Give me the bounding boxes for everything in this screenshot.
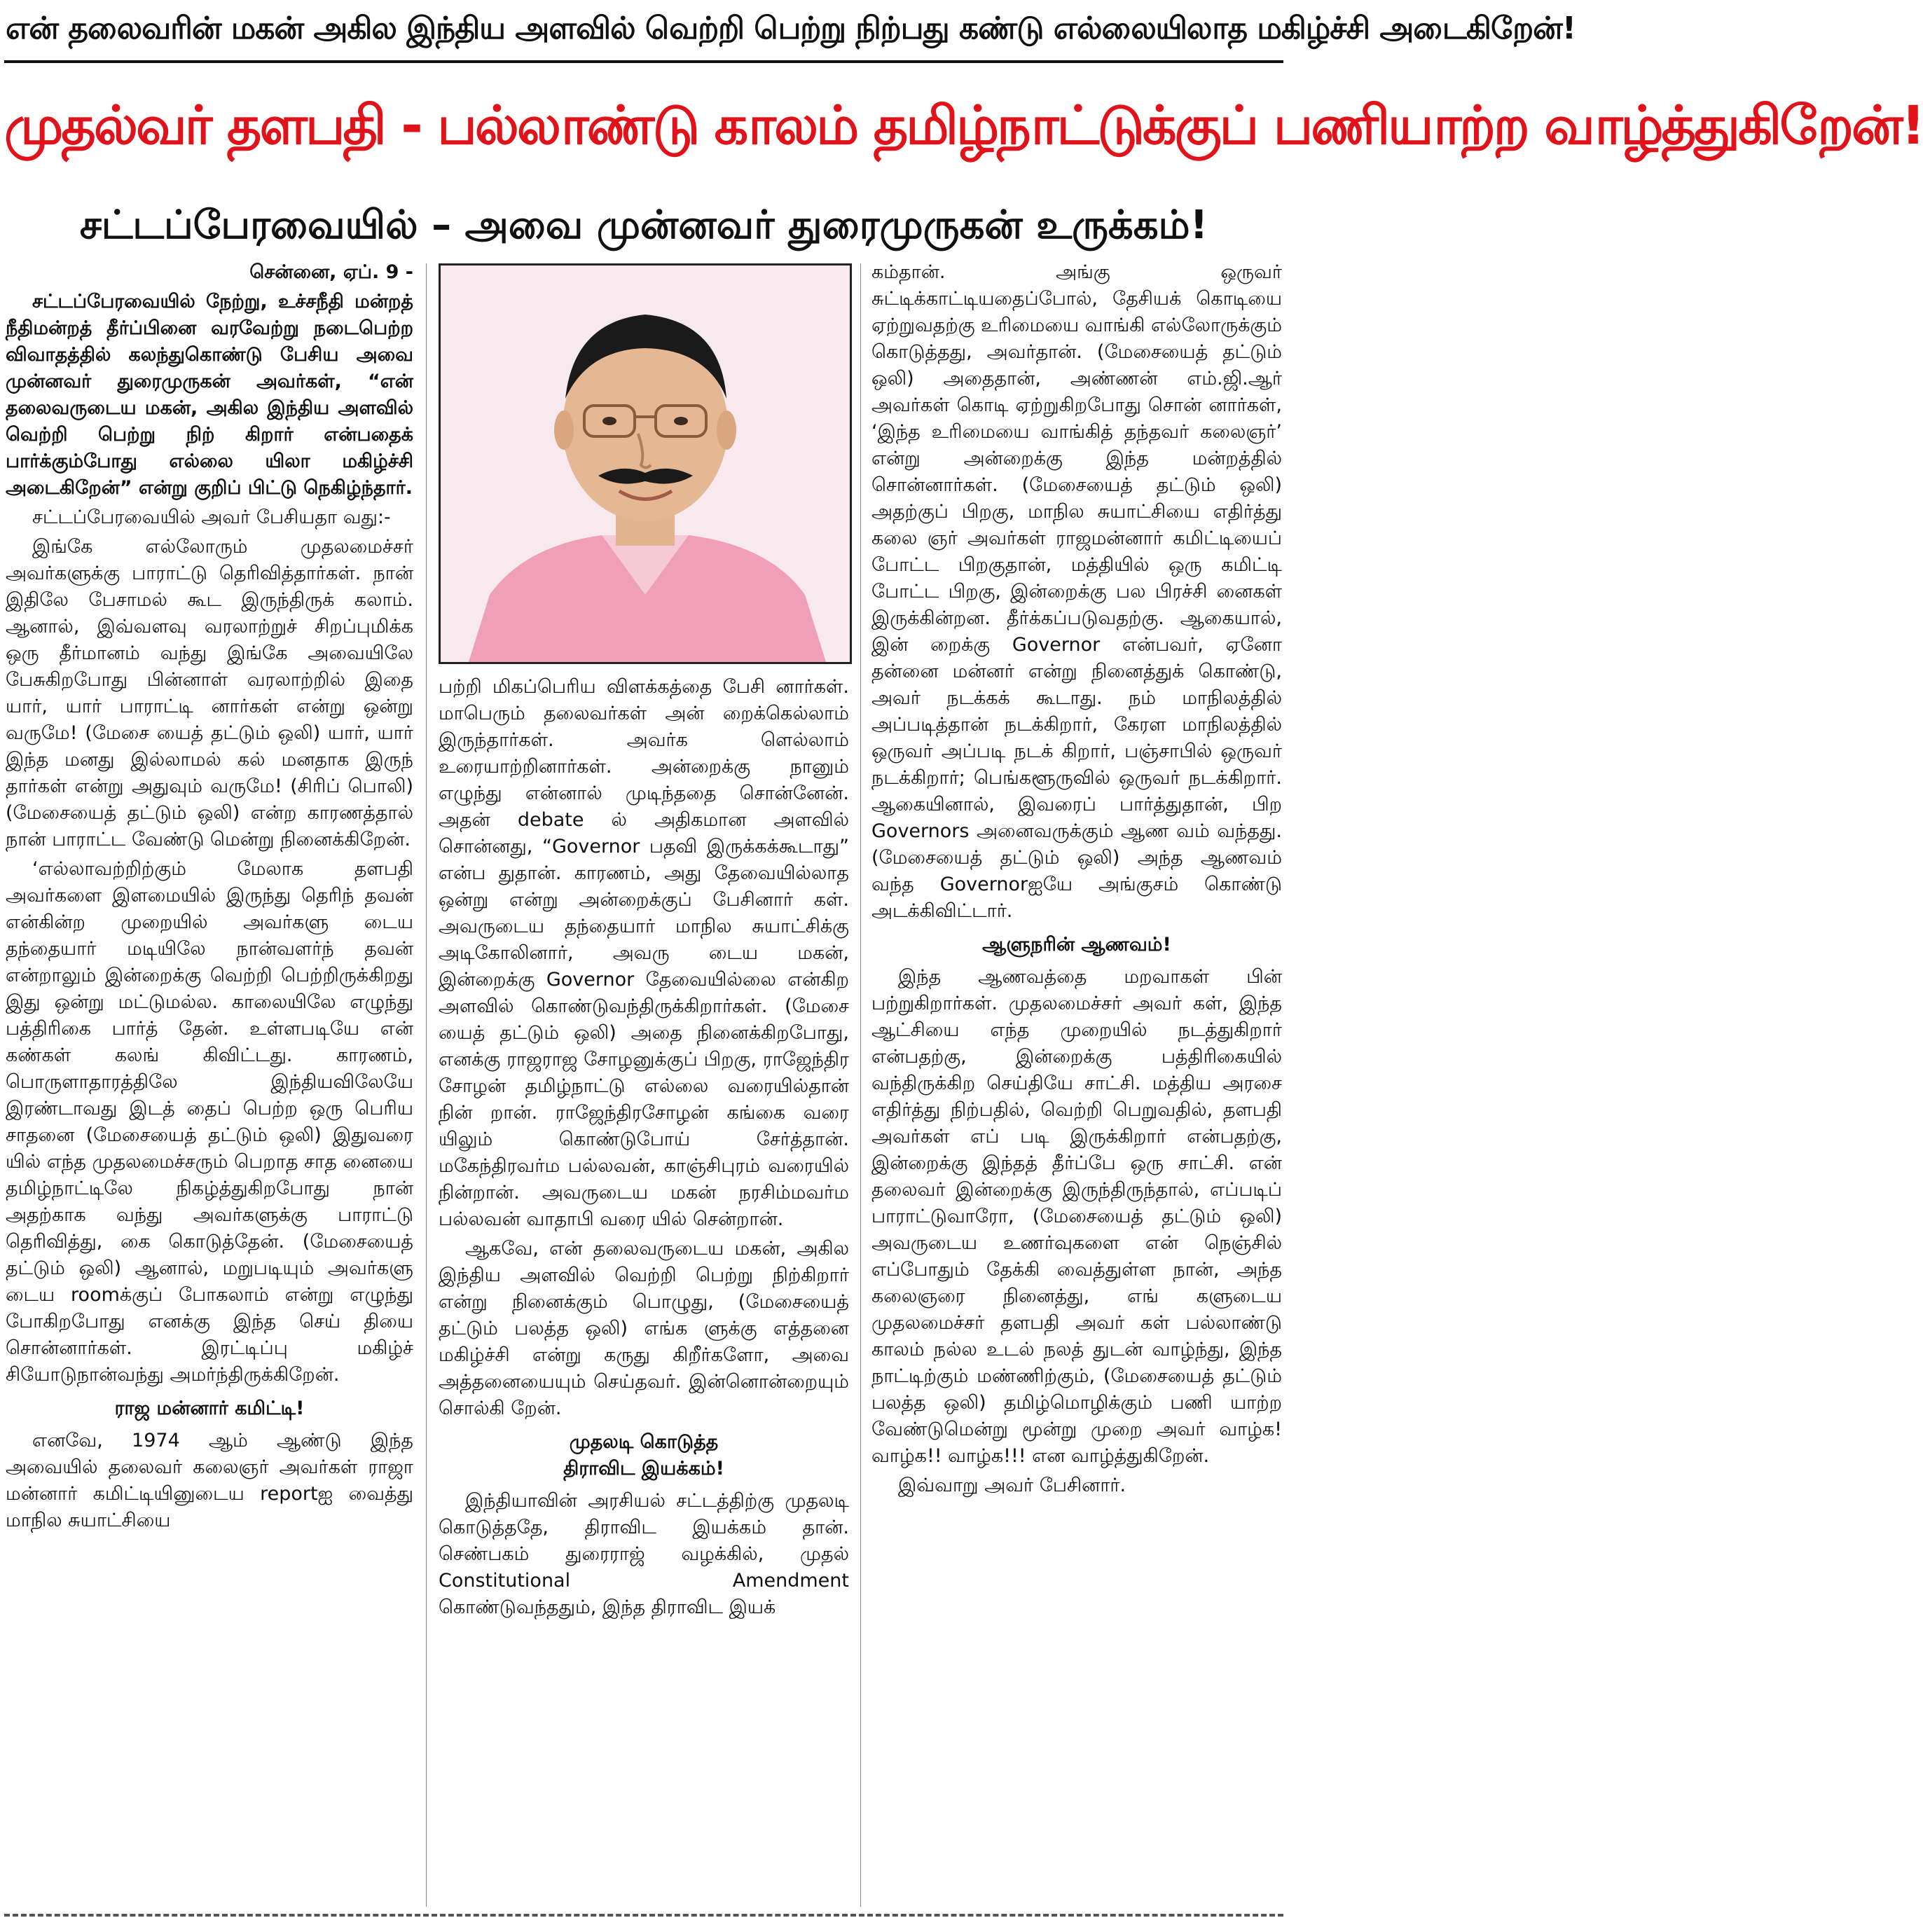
article-column-2: [439, 674, 849, 1907]
paragraph: இவ்வாறு அவர் பேசினார்.: [898, 1475, 1126, 1496]
paragraph: இங்கே எல்லோரும் முதலமைச்சர் அவர்களுக்கு பாராட்டு தெரிவித்தார்கள். நான் இதிலே பேசாமல் கூட இருந்திருக் கலாம். ஆனால், இவ்வளவு வரலாற்றுச் சிறப்புமிக்க ஒரு தீர்மானம் வந்து இங்கே அவையிலே பேசுகிறபோது பின்னாள் வரலாற்றில் இதை யார், யார் பாராட்டி னார்கள் என்று ஒன்று வருமே! (மேசை யைத் தட்டும் ஒலி) யார், யார் இந்த மனது இல்லாமல் கல் மனதாக இருந் தார்கள் என்று அதுவும் வருமே! (சிரிப் பொலி) (மேசையைத் தட்டும் ஒலி) என்ற காரணத்தால் நான் பாராட்ட வேண்டு மென்று நினைக்கிறேன்.: [6, 536, 413, 850]
paragraph: சட்டப்பேரவையில் அவர் பேசியதா வது:-: [32, 506, 391, 528]
section-subheading: ராஜ மன்னார் கமிட்டி!: [114, 1398, 305, 1419]
headline: முதல்வர் தளபதி - பல்லாண்டு காலம் தமிழ்நாட்டுக்குப் பணியாற்ற வாழ்த்துகிறேன்!: [4, 94, 1923, 156]
column-separator: [860, 263, 861, 1907]
section-subheading: திராவிட இயக்கம்!: [563, 1458, 724, 1479]
kicker-rule: [4, 60, 1283, 63]
paragraph: இந்த ஆணவத்தை மறவாகள் பின் பற்றுகிறார்கள். முதலமைச்சர் அவர் கள், இந்த ஆட்சியை எந்த முறையில் நடத்துகிறார் என்பதற்கு, இன்றைக்கு பத்திரிகையில் வந்திருக்கிற செய்தியே சாட்சி. மத்திய அரசை எதிர்த்து நிற்பதில், வெற்றி பெறுவதில், தளபதி அவர்கள் எப் படி இருக்கிறார் என்பதற்கு, இன்றைக்கு இந்தத் தீர்ப்பே ஒரு சாட்சி. என் தலைவர் இன்றைக்கு இருந்திருந்தால், எப்படிப் பாராட்டுவாரோ, (மேசையைத் தட்டும் ஒலி) அவருடைய உணர்வுகளை என் நெஞ்சில் எப்போதும் தேக்கி வைத்துள்ள நான், அந்த கலைஞரை நினைத்து, எங் களுடைய முதலமைச்சர் தளபதி அவர் கள் பல்லாண்டு காலம் நல்ல உடல் நலத் துடன் வாழ்ந்து, இந்த நாட்டிற்கும் மண்ணிற்கும், (மேசையைத் தட்டும் பலத்த ஒலி) தமிழ்மொழிக்கும் பணி யாற்ற வேண்டுமென்று மூன்று முறை அவர் வாழ்க! வாழ்க!! வாழ்க!!! என வாழ்த்துகிறேன்.: [871, 966, 1282, 1467]
paragraph: இந்தியாவின் அரசியல் சட்டத்திற்கு முதலடி கொடுத்ததே, திராவிட இயக்கம் தான். செண்பகம் துரைராஜ் வழக்கில், முதல் Constitutional Amendment கொண்டுவந்ததும், இந்த திராவிட இயக்: [439, 1490, 849, 1618]
article-column-1: [6, 259, 413, 1898]
dateline: சென்னை, ஏப். 9 -: [249, 261, 413, 283]
subheadline: சட்டப்பேரவையில் – அவை முன்னவர் துரைமுருகன் உருக்கம்!: [79, 202, 1208, 248]
portrait-illustration: [441, 265, 850, 662]
column-separator: [426, 263, 427, 1907]
paragraph: கம்தான். அங்கு ஒருவர் சுட்டிக்காட்டியதைப்போல், தேசியக் கொடியை ஏற்றுவதற்கு உரிமையை வாங்கி எல்லோருக்கும் கொடுத்தது, அவர்தான். (மேசையைத் தட்டும் ஒலி) அதைதான், அண்ணன் எம்.ஜி.ஆர் அவர்கள் கொடி ஏற்றுகிறபோது சொன் னார்கள், ‘இந்த உரிமையை வாங்கித் தந்தவர் கலைஞர்’ என்று அன்றைக்கு இந்த மன்றத்தில் சொன்னார்கள். (மேசையைத் தட்டும் ஒலி) அதற்குப் பிறகு, மாநில சுயாட்சியை எதிர்த்து கலை ஞர் அவர்கள் ராஜமன்னார் கமிட்டியைப் போட்ட பிறகுதான், மத்தியில் ஒரு கமிட்டி போட்ட பிறகு, இன்றைக்கு பல பிரச்சி னைகள் இருக்கின்றன. தீர்க்கப்படுவதற்கு. ஆகையால், இன் றைக்கு Governor என்பவர், ஏனோ தன்னை மன்னர் என்று நினைத்துக் கொண்டு, அவர் நடக்கக் கூடாது. நம் மாநிலத்தில் அப்படித்தான் நடக்கிறார், கேரள மாநிலத்தில் ஒருவர் அப்படி நடக் கிறார், பஞ்சாபில் ஒருவர் நடக்கிறார்; பெங்களூருவில் ஒருவர் நடக்கிறார். ஆகையினால், இவரைப் பார்த்துதான், பிற Governors அனைவருக்கும் ஆண வம் வந்தது. (மேசையைத் தட்டும் ஒலி) அந்த ஆணவம் வந்த Governorஐயே அங்குசம் கொண்டு அடக்கிவிட்டார்.: [871, 261, 1282, 922]
section-subheading: ஆளுநரின் ஆணவம்!: [982, 934, 1171, 955]
bottom-dashed-rule: [4, 1914, 1283, 1917]
paragraph: பற்றி மிகப்பெரிய விளக்கத்தை பேசி னார்கள். மாபெரும் தலைவர்கள் அன் றைக்கெல்லாம் இருந்தார்கள். அவர்க ளெல்லாம் உரையாற்றினார்கள். அன்றைக்கு நானும் எழுந்து என்னால் முடிந்ததை சொன்னேன். அதன் debate ல் அதிகமான அளவில் சொன்னது, “Governor பதவி இருக்கக்கூடாது” என்ப துதான். காரணம், அது தேவையில்லாத ஒன்று என்று அன்றைக்குப் பேசினார் கள். அவருடைய தந்தையார் மாநில சுயாட்சிக்கு அடிகோலினார், அவரு டைய மகன், இன்றைக்கு Governor தேவையில்லை என்கிற அளவில் கொண்டுவந்திருக்கிறார்கள். (மேசை யைத் தட்டும் ஒலி) அதை நினைக்கிறபோது, எனக்கு ராஜராஜ சோழனுக்குப் பிறகு, ராஜேந்திர சோழன் தமிழ்நாட்டு எல்லை வரையில்தான் நின் றான். ராஜேந்திரசோழன் கங்கை வரை யிலும் கொண்டுபோய் சேர்த்தான். மகேந்திரவர்ம பல்லவன், காஞ்சிபுரம் வரையில் நின்றான். அவருடைய மகன் நரசிம்மவர்ம பல்லவன் வாதாபி வரை யில் சென்றான்.: [439, 676, 849, 1230]
paragraph: எனவே, 1974 ஆம் ஆண்டு இந்த அவையில் தலைவர் கலைஞர் அவர்கள் ராஜா மன்னார் கமிட்டியினுடைய reportஐ வைத்து மாநில சுயாட்சியை: [6, 1430, 413, 1531]
paragraph: ஆகவே, என் தலைவருடைய மகன், அகில இந்திய அளவில் வெற்றி பெற்று நிற்கிறார் என்று நினைக்கும் பொழுது, (மேசையைத் தட்டும் பலத்த ஒலி) எங்க ளுக்கு எத்தனை மகிழ்ச்சி என்று கருது கிறீர்களோ, அவை அத்தனையையும் செய்தவர். இன்னொன்றையும் சொல்கி றேன்.: [439, 1238, 849, 1419]
article-column-3: [871, 259, 1282, 1898]
paragraph: ‘எல்லாவற்றிற்கும் மேலாக தளபதி அவர்களை இளமையில் இருந்து தெரிந் தவன் என்கின்ற முறையில் அவர்களு டைய தந்தையார் மடியிலே நான்வளர்ந் தவன் என்றாலும் இன்றைக்கு வெற்றி பெற்றிருக்கிறது இது ஒன்று மட்டுமல்ல. காலையிலே எழுந்து பத்திரிகை பார்த் தேன். உள்ளபடியே என் கண்கள் கலங் கிவிட்டது. காரணம், பொருளாதாரத்திலே இந்தியவிலேயே இரண்டாவது இடத் தைப் பெற்ற ஒரு பெரிய சாதனை (மேசையைத் தட்டும் ஒலி) இதுவரை யில் எந்த முதலமைச்சரும் பெறாத சாத னையை தமிழ்நாட்டிலே நிகழ்த்துகிறபோது நான் அதற்காக வந்து அவர்களுக்கு பாராட்டு தெரிவித்து, கை கொடுத்தேன். (மேசையைத் தட்டும் ஒலி) ஆனால், மறுபடியும் அவர்களு டைய roomக்குப் போகலாம் என்று எழுந்து போகிறபோது எனக்கு இந்த செய் தியை சொன்னார்கள். இரட்டிப்பு மகிழ்ச் சியோடுநான்வந்து அமர்ந்திருக்கிறேன்.: [6, 858, 413, 1386]
section-subheading: முதலடி கொடுத்த: [569, 1431, 719, 1453]
kicker-line: என் தலைவரின் மகன் அகில இந்திய அளவில் வெற்றி பெற்று நிற்பது கண்டு எல்லையிலாத மகிழ்ச்சி அடைகிறேன்!: [6, 11, 1576, 46]
portrait-photo: [439, 263, 852, 664]
lead-paragraph: சட்டப்பேரவையில் நேற்று, உச்சநீதி மன்றத் நீதிமன்றத் தீர்ப்பினை வரவேற்று நடைபெற்ற விவாதத்தில் கலந்துகொண்டு பேசிய அவை முன்னவர் துரைமுருகன் அவர்கள், “என் தலைவருடைய மகன், அகில இந்திய அளவில் வெற்றி பெற்று நிற் கிறார் என்பதைக் பார்க்கும்போது எல்லை யிலா மகிழ்ச்சி அடைகிறேன்” என்று குறிப் பிட்டு நெகிழ்ந்தார்.: [6, 291, 413, 499]
